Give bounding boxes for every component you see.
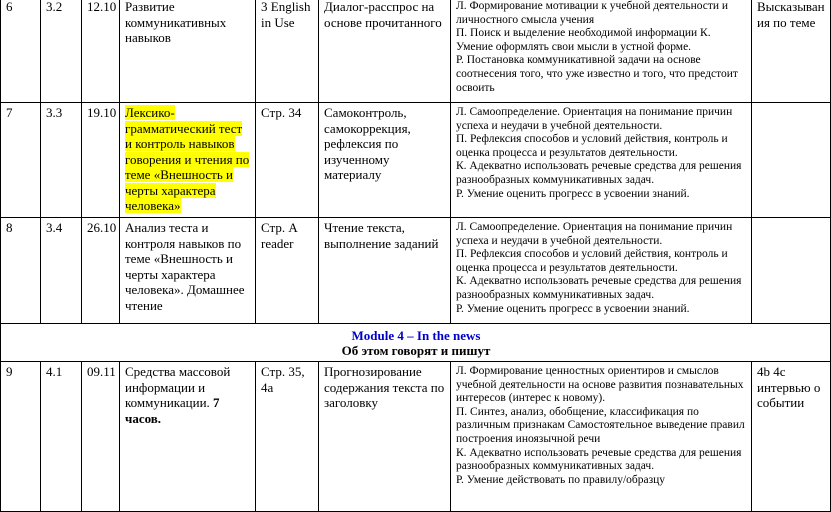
outcome-line: Л. Формирование ценностных ориентиров и смыслов учебной деятельности на основе развития познавательных интересов (интерес к новому).: [456, 365, 744, 405]
outcome-line: П. Рефлексия способов и условий действия, контроль и оценка процесса и результатов деятельности.: [456, 133, 728, 159]
outcome-line: К. Адекватно использовать речевые средства для решения разнообразных коммуникативных задач.: [456, 160, 742, 186]
outcome-line: Р. Умение оценить прогресс в усвоении знаний.: [456, 302, 690, 315]
outcome-line: К. Адекватно использовать речевые средства для решения разнообразных коммуникативных задач.: [456, 446, 742, 473]
outcome-line: П. Рефлексия способов и условий действия, контроль и оценка процесса и результатов деятельности.: [456, 248, 728, 274]
lesson-material: 3 English in Use: [256, 0, 319, 103]
module-title: Module 4 – In the news: [351, 328, 481, 343]
outcome-line: Л. Самоопределение. Ориентация на понимание причин успеха и неудачи в учебной деятельности.: [456, 106, 733, 132]
outcome-line: Р. Постановка коммуникативной задачи на основе соотнесения того, что уже известно и того, что предстоит освоить: [456, 54, 738, 94]
lesson-date: 26.10: [82, 218, 120, 324]
extra-column: [752, 218, 831, 324]
lesson-date: 19.10: [82, 103, 120, 218]
lesson-number: 7: [1, 103, 41, 218]
lesson-activity: Самоконтроль, самокоррекция, рефлексия по изученному материалу: [319, 103, 451, 218]
lesson-number: 6: [1, 0, 41, 103]
outcome-line: Р. Умение оценить прогресс в усвоении знаний.: [456, 187, 690, 200]
outcome-line: Р. Умение действовать по правилу/образцу: [456, 473, 666, 486]
lesson-material: Стр. A reader: [256, 218, 319, 324]
outcome-line: П. Синтез, анализ, обобщение, классификация по различным признакам Самостоятельное выведение правил построения иноязычной речи: [456, 405, 745, 445]
lesson-activity: Диалог-расспрос на основе прочитанного: [319, 0, 451, 103]
table-row: [1, 103, 831, 218]
learning-outcomes: [451, 0, 752, 103]
outcome-line: К. Адекватно использовать речевые средства для решения разнообразных коммуникативных задач.: [456, 275, 742, 301]
lesson-material: Стр. 35, 4a: [256, 362, 319, 512]
topic-text: Средства массовой информации и коммуникации.: [125, 364, 231, 410]
section-number: 3.4: [41, 218, 82, 324]
lesson-topic: [120, 103, 256, 218]
extra-column: Высказыван ия по теме: [752, 0, 831, 103]
topic-hours: 7 часов.: [125, 395, 220, 426]
extra-column: 4b 4c интервью о событии: [752, 362, 831, 512]
lesson-topic: Развитие коммуникативных навыков: [120, 0, 256, 103]
learning-outcomes: [451, 362, 752, 512]
outcome-line: Л. Самоопределение. Ориентация на понимание причин успеха и неудачи в учебной деятельности.: [456, 221, 733, 247]
highlighted-topic: Лексико-грамматический тест и контроль навыков говорения и чтения по теме «Внешность и черты характера человека»: [125, 105, 250, 213]
lesson-date: 09.11: [82, 362, 120, 512]
extra-column: [752, 103, 831, 218]
learning-outcomes: [451, 218, 752, 324]
table-row: [1, 0, 831, 103]
section-number: 3.2: [41, 0, 82, 103]
lesson-number: 8: [1, 218, 41, 324]
lesson-topic: [120, 362, 256, 512]
lesson-topic: Анализ теста и контроля навыков по теме «Внешность и черты характера человека». Домашнее чтение: [120, 218, 256, 324]
lesson-activity: Чтение текста, выполнение заданий: [319, 218, 451, 324]
module-subtitle: Об этом говорят и пишут: [341, 343, 491, 358]
outcome-line: Л. Формирование мотивации к учебной деятельности и личностного смысла учения: [456, 0, 729, 26]
lesson-number: 9: [1, 362, 41, 512]
module-heading: [1, 324, 831, 362]
module-heading-row: [1, 324, 831, 362]
lesson-date: 12.10: [82, 0, 120, 103]
section-number: 3.3: [41, 103, 82, 218]
lesson-material: Стр. 34: [256, 103, 319, 218]
lesson-activity: Прогнозирование содержания текста по заголовку: [319, 362, 451, 512]
outcome-line: П. Поиск и выделение необходимой информации К. Умение оформлять свои мысли в устной форме.: [456, 27, 711, 53]
table-row: [1, 362, 831, 512]
learning-outcomes: [451, 103, 752, 218]
table-row: [1, 218, 831, 324]
section-number: 4.1: [41, 362, 82, 512]
